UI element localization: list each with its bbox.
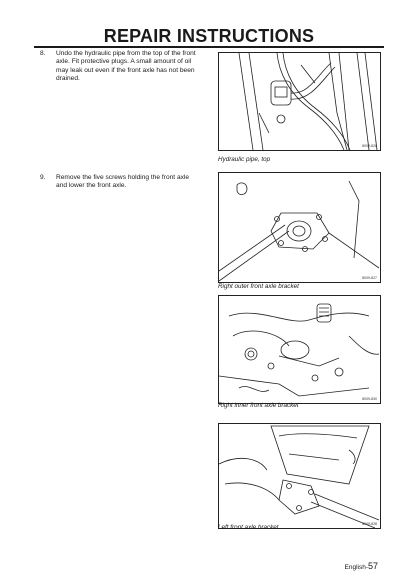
step-number: 8. bbox=[40, 50, 46, 57]
page-number: 57 bbox=[367, 561, 378, 571]
right-outer-bracket-illustration bbox=[219, 173, 380, 282]
step-number: 9. bbox=[40, 174, 46, 181]
figure-caption: Right outer front axle bracket bbox=[218, 283, 299, 290]
footer-language: English- bbox=[344, 564, 368, 571]
figure-caption: Hydraulic pipe, top bbox=[218, 156, 271, 163]
page-title: REPAIR INSTRUCTIONS bbox=[103, 26, 315, 46]
figure-caption: Right inner front axle bracket bbox=[218, 402, 299, 409]
figure-code: 8009-828 bbox=[362, 522, 377, 526]
figure-caption: Left front axle bracket bbox=[218, 524, 279, 531]
right-inner-bracket-illustration bbox=[219, 296, 380, 403]
figure-code: 8009-830 bbox=[362, 397, 377, 401]
figure-right-inner-bracket bbox=[218, 295, 381, 404]
hydraulic-pipe-illustration bbox=[219, 53, 380, 150]
figure-code: 8009-826 bbox=[362, 144, 377, 148]
figure-hydraulic-pipe bbox=[218, 52, 381, 151]
figure-code: 8009-827 bbox=[362, 276, 377, 280]
page-footer bbox=[345, 561, 379, 571]
step-9 bbox=[40, 174, 200, 191]
left-bracket-illustration bbox=[219, 424, 380, 528]
figure-right-outer-bracket bbox=[218, 172, 381, 283]
header-rule bbox=[34, 46, 384, 48]
step-8 bbox=[40, 50, 200, 84]
step-text: Remove the five screws holding the front axle and lower the front axle. bbox=[56, 174, 190, 190]
step-text: Undo the hydraulic pipe from the top of the front axle. Fit protective plugs. A small amount of oil may leak out even if the front axle has not been drained. bbox=[56, 50, 196, 83]
figure-left-bracket bbox=[218, 423, 381, 529]
